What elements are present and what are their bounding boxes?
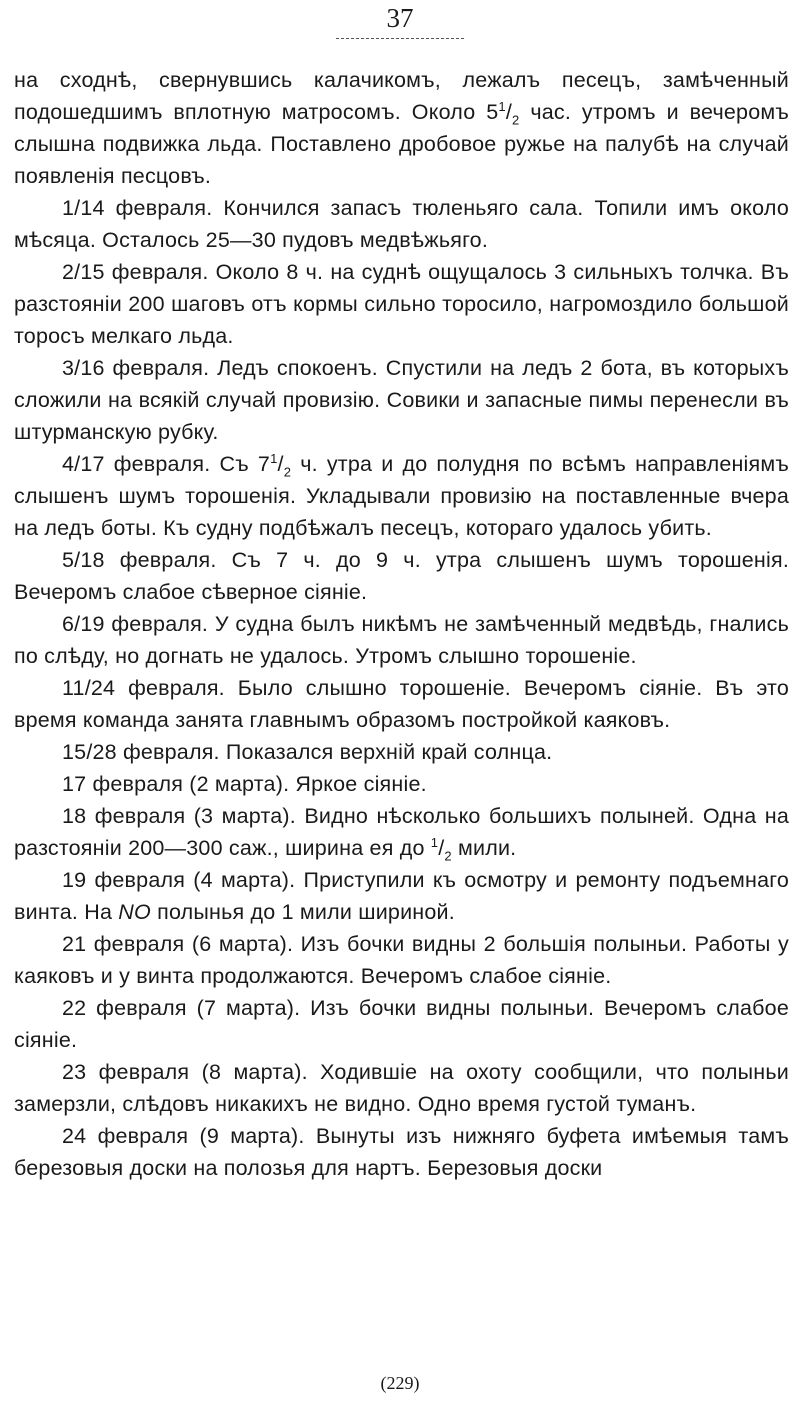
text-run: полынья до 1 мили шириной. bbox=[150, 900, 455, 924]
diary-entry: 23 февраля (8 марта). Ходившіе на охоту сообщили, что полыньи замерзли, слѣдовъ никакихъ не видно. Одно время густой туманъ. bbox=[14, 1060, 789, 1116]
body-text bbox=[14, 64, 789, 1184]
sheet-number: (229) bbox=[380, 1373, 420, 1393]
diary-entry: 3/16 февраля. Ледъ спокоенъ. Спустили на ледъ 2 бота, въ которыхъ сложили на всякій случай провизію. Совики и запасные пимы перенесли въ штурманскую рубку. bbox=[14, 356, 789, 444]
italic-direction: NO bbox=[118, 900, 151, 924]
diary-entry: 5/18 февраля. Съ 7 ч. до 9 ч. утра слышенъ шумъ торошенія. Вечеромъ слабое сѣверное сіяніе. bbox=[14, 548, 789, 604]
fraction-numerator: 1 bbox=[430, 834, 439, 850]
diary-entry bbox=[14, 800, 789, 864]
text-run: 4/17 февраля. Съ 7 bbox=[62, 452, 271, 476]
fraction-denominator: 2 bbox=[512, 112, 520, 128]
page-number: 37 bbox=[386, 3, 414, 33]
diary-entry: 22 февраля (7 марта). Изъ бочки видны полыньи. Вечеромъ слабое сіяніе. bbox=[14, 996, 789, 1052]
fraction-slash: / bbox=[438, 836, 445, 860]
diary-entry: 21 февраля (6 марта). Изъ бочки видны 2 большія полыньи. Работы у каяковъ и у винта продолжаются. Вечеромъ слабое сіяніе. bbox=[14, 932, 789, 988]
diary-entry: 24 февраля (9 марта). Вынуты изъ нижняго буфета имѣемыя тамъ березовыя доски на полозья для нартъ. Березовыя доски bbox=[14, 1124, 789, 1180]
fraction-denominator: 2 bbox=[283, 464, 292, 480]
diary-entry: 2/15 февраля. Около 8 ч. на суднѣ ощущалось 3 сильныхъ толчка. Въ разстояніи 200 шаговъ отъ кормы сильно торосило, нагромоздило большой торосъ мелкаго льда. bbox=[14, 260, 789, 348]
fraction-numerator: 1 bbox=[270, 450, 278, 466]
header-rule bbox=[336, 38, 464, 39]
diary-entry: 1/14 февраля. Кончился запасъ тюленьяго сала. Топили имъ около мѣсяца. Осталось 25—30 пудовъ медвѣжьяго. bbox=[14, 196, 789, 252]
diary-entry bbox=[14, 864, 789, 928]
text-run: мили. bbox=[451, 836, 517, 860]
text-run: час. утромъ и вечеромъ слышна подвижка льда. Поставлено дробовое ружье на палубѣ на случай появленія песцовъ. bbox=[14, 100, 789, 188]
text-run: 19 февраля (4 марта). Приступили къ осмотру и ремонту подъемнаго винта. На bbox=[14, 868, 789, 924]
text-run: на сходнѣ, свернувшись калачикомъ, лежалъ песецъ, замѣченный подошедшимъ вплотную матросомъ. Около 5 bbox=[14, 68, 789, 124]
paragraph-continuation bbox=[14, 64, 789, 192]
fraction-slash: / bbox=[505, 100, 513, 124]
fraction-slash: / bbox=[277, 452, 284, 476]
fraction-denominator: 2 bbox=[444, 848, 452, 864]
text-run: ч. утра и до полудня по всѣмъ направленіямъ слышенъ шумъ торошенія. Укладывали провизію на поставленные вчера на ледъ боты. Къ судну подбѣжалъ песецъ, котораго удалось убить. bbox=[14, 452, 789, 540]
text-run: 18 февраля (3 марта). Видно нѣсколько большихъ полыней. Одна на разстояніи 200—300 саж., ширина ея до bbox=[14, 804, 789, 860]
fraction-numerator: 1 bbox=[498, 98, 506, 114]
diary-entry bbox=[14, 448, 789, 544]
diary-entry: 6/19 февраля. У судна былъ никѣмъ не замѣченный медвѣдь, гнались по слѣду, но догнать не удалось. Утромъ слышно торошеніе. bbox=[14, 612, 789, 668]
diary-entry: 11/24 февраля. Было слышно торошеніе. Вечеромъ сіяніе. Въ это время команда занята главнымъ образомъ постройкой каяковъ. bbox=[14, 676, 789, 732]
diary-entry: 15/28 февраля. Показался верхній край солнца. bbox=[62, 740, 553, 764]
diary-entry: 17 февраля (2 марта). Яркое сіяніе. bbox=[62, 772, 427, 796]
